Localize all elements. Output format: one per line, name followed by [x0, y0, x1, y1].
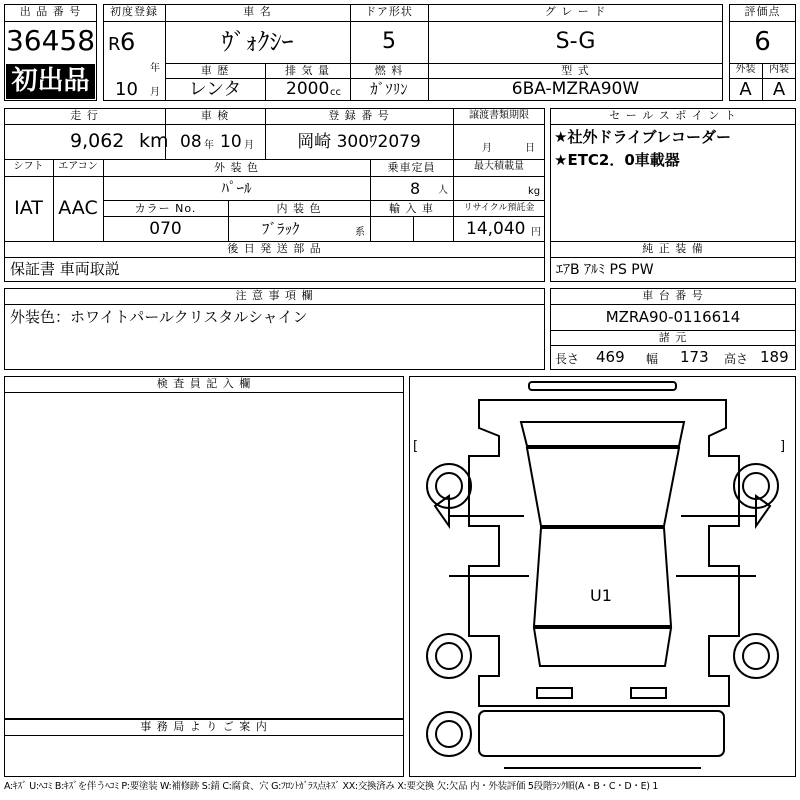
- width-label: 幅: [646, 352, 659, 366]
- exterior-label: 外装: [735, 64, 756, 75]
- ac-label: エアコン: [58, 161, 98, 172]
- displacement-unit: cc: [330, 87, 341, 98]
- model-code: 6BA-MZRA90W: [511, 79, 640, 99]
- dims-label: 諸 元: [658, 331, 688, 344]
- first-reg-year: 6: [120, 28, 136, 56]
- mileage-label: 走 行: [70, 109, 99, 122]
- fuel: ｶﾞｿﾘﾝ: [370, 80, 408, 98]
- grade-label: グ レ ー ド: [544, 5, 607, 18]
- color-no-label: カラー No.: [134, 202, 197, 215]
- plate: 岡崎 300ﾜ2079: [297, 132, 421, 152]
- length-label: 長さ: [555, 352, 580, 366]
- width-value: 173: [680, 348, 709, 366]
- capacity-label: 乗車定員: [387, 161, 436, 174]
- doors: 5: [382, 29, 396, 54]
- genuine-equipment-value: ｴｱB ｱﾙﾐ PS PW: [556, 262, 654, 278]
- legend-text: A:ｷｽﾞ U:ﾍｺﾐ B:ｷｽﾞを伴うﾍｺﾐ P:要塗装 W:補修跡 S:錆 C:腐食、穴 G:ﾌﾛﾝﾄｶﾞﾗｽ点ｷｽﾞ XX:交換済み X:要交換 欠:欠品 内・外装評価 5段階ﾗﾝｸ順(A・B・C・D・E) 1: [4, 781, 659, 792]
- fuel-label: 燃 料: [374, 64, 404, 77]
- first-reg-year-unit: 年: [150, 63, 160, 74]
- history-label: 車 歴: [200, 64, 230, 77]
- diagram-bracket-left: [: [413, 439, 419, 454]
- car-name-label: 車 名: [243, 5, 272, 18]
- diagram-bracket-right: ]: [780, 439, 786, 454]
- first-listing-text: 初出品: [11, 66, 90, 96]
- selling-points-label: セ ー ル ス ポ イ ン ト: [609, 109, 737, 122]
- later-parts-label: 後 日 発 送 部 品: [227, 242, 322, 255]
- model-code-label: 型 式: [561, 64, 590, 77]
- displacement-label: 排 気 量: [285, 64, 330, 77]
- mileage-unit: km: [139, 130, 169, 152]
- inspection-year-unit: 年: [204, 140, 214, 151]
- door-label: ドア形状: [365, 5, 413, 18]
- inspection-label: 車 検: [200, 109, 230, 122]
- later-parts-value: 保証書 車両取説: [10, 260, 120, 278]
- notes-value: 外装色：ホワイトパールクリスタルシャイン: [10, 308, 308, 326]
- office-notes-label: 事 務 局 よ り ご 案 内: [140, 720, 268, 733]
- length-value: 469: [596, 348, 625, 366]
- history: レンタ: [188, 79, 242, 100]
- transfer-month-unit: 月: [482, 143, 492, 154]
- interior-grade: A: [772, 79, 786, 100]
- chassis-number: MZRA90-0116614: [605, 308, 741, 326]
- transfer-label: 譲渡書類期限: [469, 110, 529, 121]
- recycle-unit: 円: [531, 227, 541, 238]
- grade: S-G: [555, 29, 596, 54]
- mileage: 9,062: [70, 130, 125, 152]
- max-load-label: 最大積載量: [474, 161, 524, 172]
- car-damage-diagram: [409, 376, 796, 777]
- inspection-month-unit: 月: [244, 140, 254, 151]
- inspection-month: 10: [220, 132, 242, 152]
- shift-label: シフト: [13, 161, 44, 172]
- color-no: 070: [149, 219, 182, 239]
- transfer-day-unit: 日: [525, 143, 535, 154]
- capacity-unit: 人: [438, 185, 448, 196]
- score: 6: [754, 27, 771, 57]
- score-label: 評価点: [744, 5, 781, 18]
- first-reg-era: R: [108, 34, 121, 55]
- height-label: 高さ: [724, 352, 749, 366]
- inspector-notes-label: 検 査 員 記 入 欄: [156, 377, 252, 390]
- genuine-equipment-label: 純 正 装 備: [642, 242, 704, 255]
- lot-number: 36458: [5, 24, 96, 57]
- exterior-grade: A: [739, 79, 752, 100]
- first-reg-month: 10: [115, 79, 138, 100]
- int-color-label: 内 装 色: [276, 202, 322, 215]
- car-name: ｳﾞｫｸｼｰ: [221, 28, 294, 56]
- int-color-unit: 系: [355, 227, 365, 238]
- lot-number-label: 出 品 番 号: [19, 5, 82, 18]
- ac: AAC: [58, 197, 98, 219]
- first-reg-month-unit: 月: [150, 87, 160, 98]
- import-label: 輸 入 車: [389, 202, 434, 215]
- recycle-label: リサイクル預託金: [463, 203, 535, 213]
- recycle: 14,040: [466, 219, 526, 239]
- selling-point-item: ★社外ドライブレコーダー: [554, 128, 731, 146]
- first-reg-label: 初度登録: [110, 5, 158, 18]
- ext-color-label: 外 装 色: [214, 161, 259, 174]
- capacity: 8: [410, 179, 421, 198]
- displacement: 2000: [286, 79, 330, 99]
- inspection-year: 08: [180, 132, 202, 152]
- notes-label: 注 意 事 項 欄: [235, 289, 314, 302]
- inspector-notes-block: [4, 376, 404, 719]
- int-color: ﾌﾞﾗｯｸ: [262, 220, 300, 238]
- selling-point-item: ★ETC2．0車載器: [554, 151, 680, 169]
- shift: IAT: [14, 197, 43, 219]
- damage-mark: U1: [590, 586, 612, 605]
- plate-label: 登 録 番 号: [328, 109, 390, 122]
- ext-color: ﾊﾟｰﾙ: [221, 179, 252, 197]
- height-value: 189: [760, 348, 789, 366]
- max-load-unit: kg: [528, 186, 541, 197]
- interior-label: 内装: [769, 64, 789, 75]
- chassis-label: 車 台 番 号: [642, 289, 704, 302]
